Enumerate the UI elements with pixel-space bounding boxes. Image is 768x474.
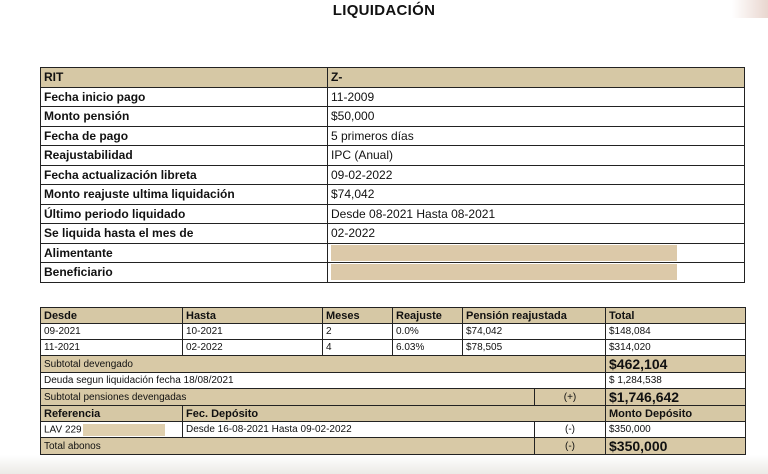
cell-pension: $74,042	[463, 324, 606, 340]
info-row	[41, 263, 745, 283]
deposit-referencia-text: LAV 229	[44, 424, 82, 436]
info-value: Desde 08-2021 Hasta 08-2021	[328, 204, 745, 224]
rit-value-text: Z-	[331, 70, 343, 85]
info-row	[41, 224, 745, 244]
subtotal-devengado-row	[41, 356, 746, 373]
deposit-referencia	[41, 422, 183, 438]
deposit-monto: $350,000	[606, 422, 746, 438]
col-header-fec-deposito: Fec. Depósito	[183, 406, 606, 422]
info-value	[328, 243, 745, 263]
info-label: Monto pensión	[41, 107, 328, 127]
cell-desde: 11-2021	[41, 340, 183, 356]
subtotal-devengado-label: Subtotal devengado	[41, 356, 606, 373]
info-value: 11-2009	[328, 87, 745, 107]
rit-label: RIT	[41, 68, 328, 88]
info-label: Beneficiario	[41, 263, 328, 283]
col-header-pension-reajustada: Pensión reajustada	[463, 308, 606, 324]
table-row	[41, 340, 746, 356]
deuda-row	[41, 373, 746, 389]
subtotal-pensiones-sign: (+)	[535, 389, 606, 406]
deposit-header-row	[41, 406, 746, 422]
info-header-row	[41, 68, 745, 88]
page-title: LIQUIDACIÓN	[332, 2, 436, 19]
bottom-shade	[0, 455, 768, 474]
deposit-row	[41, 422, 746, 438]
deposit-fecha: Desde 16-08-2021 Hasta 09-02-2022	[183, 422, 535, 438]
redacted-block	[331, 264, 677, 280]
col-header-total: Total	[606, 308, 746, 324]
info-row	[41, 243, 745, 263]
cell-reajuste: 0.0%	[393, 324, 463, 340]
info-label: Fecha de pago	[41, 126, 328, 146]
cell-meses: 2	[323, 324, 393, 340]
info-label: Fecha actualización libreta	[41, 165, 328, 185]
info-row	[41, 165, 745, 185]
subtotal-devengado-value: $462,104	[606, 356, 746, 373]
info-value: $50,000	[328, 107, 745, 127]
deuda-label: Deuda segun liquidación fecha 18/08/2021	[41, 373, 606, 389]
redacted-block	[83, 424, 165, 436]
cell-total: $148,084	[606, 324, 746, 340]
periods-table	[40, 307, 746, 455]
info-value	[328, 263, 745, 283]
subtotal-pensiones-value: $1,746,642	[606, 389, 746, 406]
info-row	[41, 185, 745, 205]
cell-pension: $78,505	[463, 340, 606, 356]
cell-desde: 09-2021	[41, 324, 183, 340]
rit-value	[328, 68, 745, 88]
info-value: 02-2022	[328, 224, 745, 244]
info-label: Se liquida hasta el mes de	[41, 224, 328, 244]
col-header-hasta: Hasta	[183, 308, 323, 324]
periods-header-row	[41, 308, 746, 324]
col-header-desde: Desde	[41, 308, 183, 324]
info-label: Monto reajuste ultima liquidación	[41, 185, 328, 205]
info-value: 09-02-2022	[328, 165, 745, 185]
cell-meses: 4	[323, 340, 393, 356]
table-row	[41, 324, 746, 340]
info-row	[41, 204, 745, 224]
cell-reajuste: 6.03%	[393, 340, 463, 356]
info-value: $74,042	[328, 185, 745, 205]
info-row	[41, 146, 745, 166]
col-header-meses: Meses	[323, 308, 393, 324]
total-abonos-label: Total abonos	[41, 438, 535, 455]
total-abonos-value: $350,000	[606, 438, 746, 455]
info-label: Fecha inicio pago	[41, 87, 328, 107]
info-row	[41, 107, 745, 127]
info-value: IPC (Anual)	[328, 146, 745, 166]
subtotal-pensiones-label: Subtotal pensiones devengadas	[41, 389, 535, 406]
cell-hasta: 02-2022	[183, 340, 323, 356]
deuda-value: $ 1,284,538	[606, 373, 746, 389]
cell-total: $314,020	[606, 340, 746, 356]
liquidation-info-table	[40, 67, 745, 283]
info-row	[41, 87, 745, 107]
col-header-reajuste: Reajuste	[393, 308, 463, 324]
col-header-referencia: Referencia	[41, 406, 183, 422]
total-abonos-row	[41, 438, 746, 455]
info-label: Último periodo liquidado	[41, 204, 328, 224]
info-row	[41, 126, 745, 146]
subtotal-pensiones-row	[41, 389, 746, 406]
redacted-block	[331, 245, 677, 261]
total-abonos-sign: (-)	[535, 438, 606, 455]
info-label: Alimentante	[41, 243, 328, 263]
col-header-monto-deposito: Monto Depósito	[606, 406, 746, 422]
deposit-sign: (-)	[535, 422, 606, 438]
info-label: Reajustabilidad	[41, 146, 328, 166]
info-value: 5 primeros días	[328, 126, 745, 146]
cell-hasta: 10-2021	[183, 324, 323, 340]
